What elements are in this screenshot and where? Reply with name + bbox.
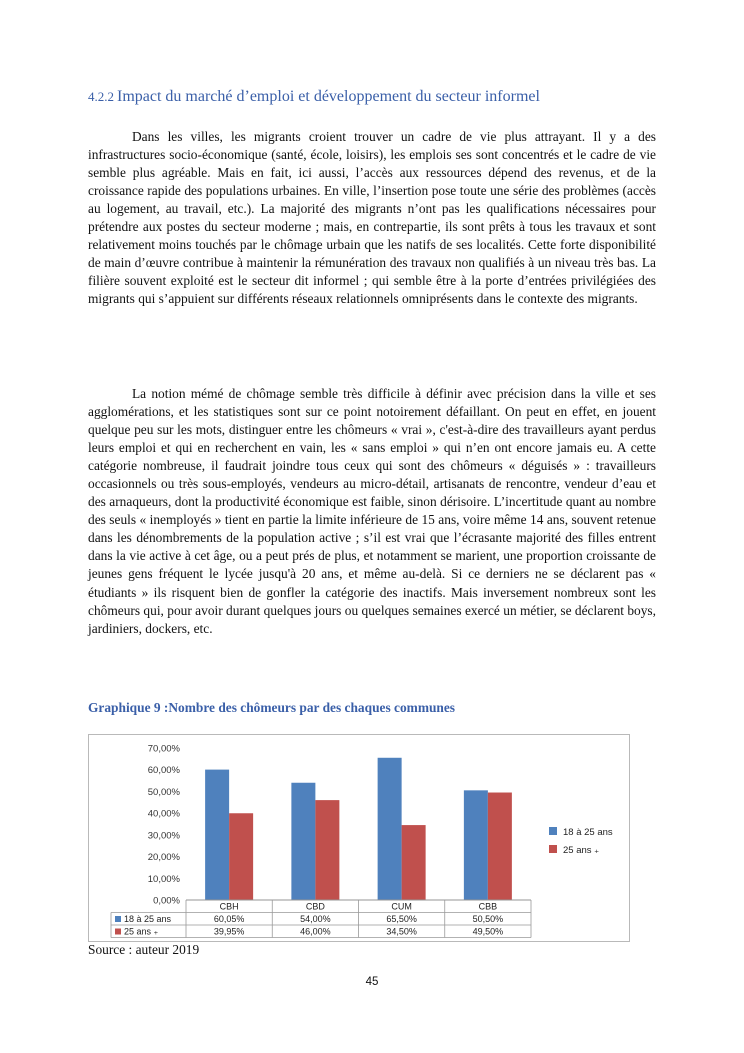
y-tick-label: 50,00% (147, 786, 180, 798)
bar-series2 (315, 800, 339, 900)
data-label: 49,50% (472, 926, 504, 937)
bar-series1 (205, 770, 229, 900)
bar-series1 (291, 783, 315, 900)
legend-label: 25 ans ₊ (563, 845, 600, 856)
section-heading (88, 88, 540, 106)
table-legend-key (115, 929, 121, 935)
graph-caption: Graphique 9 :Nombre des chômeurs par des chaques communes (88, 700, 456, 715)
page-number: 45 (365, 976, 379, 988)
category-label: CBD (305, 901, 325, 912)
data-label: 50,50% (472, 914, 504, 924)
y-tick-label: 10,00% (147, 873, 180, 885)
legend-key (549, 845, 557, 853)
paragraph-migrants: Dans les villes, les migrants croient trouver un cadre de vie plus attrayant. Il y a des infrastructures socio-économique (santé, école, loisirs), les emplois ses sont concentrés et le cadre de vie semble plus agréable. Mais en fait, ici aussi, l’accès aux ressources dépend des revenus, et de la croissance rapide des populations urbaines. En ville, l’insertion pose toute une série des problèmes (accès au logement, au travail, etc.). La majorité des migrants n’ont pas les qualifications nécessaires pour prétendre aux postes du secteur moderne ; mais, en contrepartie, ils sont prêts à tous les travaux et sont relativement moins touchés par le chômage urbain que les natifs de ses localités. Cette forte disponibilité de main d’œuvre contribue à maintenir la rémunération des travaux non qualifiés à un niveau très bas. La filière souvent exploité est le secteur dit informel ; qui semble être à la porte d’entrées privilégiées des migrants qui s’appuient sur différents réseaux relationnels omniprésents dans le contexte des migrants. (88, 129, 656, 307)
bar-series2 (229, 813, 253, 900)
paragraph-chomage: La notion mémé de chômage semble très difficile à définir avec précision dans la ville et ses agglomérations, et les statistiques sont sur ce point notoirement défaillant. On peut en effet, en jouent quelque peu sur les mots, distinguer entre les chômeurs « vrai », c'est-à-dire des travailleurs ayant perdus leurs emploi et qui en recherchent en vain, les « sans emploi » qui n’en ont encore jamais eu. A cette catégorie nombreuse, il faudrait joindre tous ceux qui sont des chômeurs « déguisés » : travailleurs occasionnels ou très sous-employés, vendeurs au micro-détail, artisanats de rencontre, vendeur d’eau et des arnaqueurs, dont la productivité économique est faible, sinon dérisoire. L’incertitude quant au nombre des seuls « inemployés » tient en partie la limite inférieure de 15 ans, voire même 14 ans, souvent retenue dans les dénombrements de la population active ; s’il est vrai que l’écrasante majorité des filles entrent dans la vie active à cet âge, ou a peut prés de plus, et notamment se marient, une proportion croissante de jeunes gens fréquent le lycée jusqu'à 20 ans, et même au-delà. Si ce derniers ne se déclarent pas « étudiants » ils risquent bien de gonfler la catégorie des inactifs. Mais inversement nombreux sont les chômeurs qui, pour avoir durant quelques jours ou quelques semaines exercé un métier, se déclarent boys, jardiniers, dockers, etc. (88, 386, 656, 636)
category-label: CBH (219, 901, 239, 912)
y-tick-label: 0,00% (153, 895, 180, 907)
y-tick-label: 30,00% (147, 830, 180, 842)
section-number: 4.2.2 (88, 89, 114, 104)
y-tick-label: 40,00% (147, 808, 180, 820)
category-label: CUM (391, 901, 412, 912)
unemployment-bar-chart (89, 735, 631, 943)
legend-label: 18 à 25 ans (563, 827, 613, 838)
data-label: 46,00% (300, 926, 331, 937)
y-tick-label: 70,00% (147, 743, 180, 755)
data-label: 65,50% (386, 914, 417, 924)
y-tick-label: 20,00% (147, 852, 180, 864)
y-tick-label: 60,00% (147, 765, 180, 777)
data-label: 34,50% (386, 926, 417, 937)
bar-series2 (402, 825, 426, 900)
table-legend-key (115, 916, 121, 922)
bar-series1 (378, 758, 402, 900)
data-label: 39,95% (213, 926, 245, 937)
section-title: Impact du marché d’emploi et développement du secteur informel (117, 88, 540, 105)
table-series-name: 25 ans ₊ (124, 926, 159, 937)
table-series-name: 18 à 25 ans (124, 914, 172, 924)
data-label: 54,00% (300, 914, 331, 924)
category-label: CBB (478, 901, 498, 912)
chart-frame (88, 734, 630, 942)
data-label: 60,05% (213, 914, 245, 924)
bar-series2 (488, 793, 512, 900)
source-note: Source : auteur 2019 (88, 942, 200, 957)
bar-series1 (464, 790, 488, 900)
legend-key (549, 827, 557, 835)
